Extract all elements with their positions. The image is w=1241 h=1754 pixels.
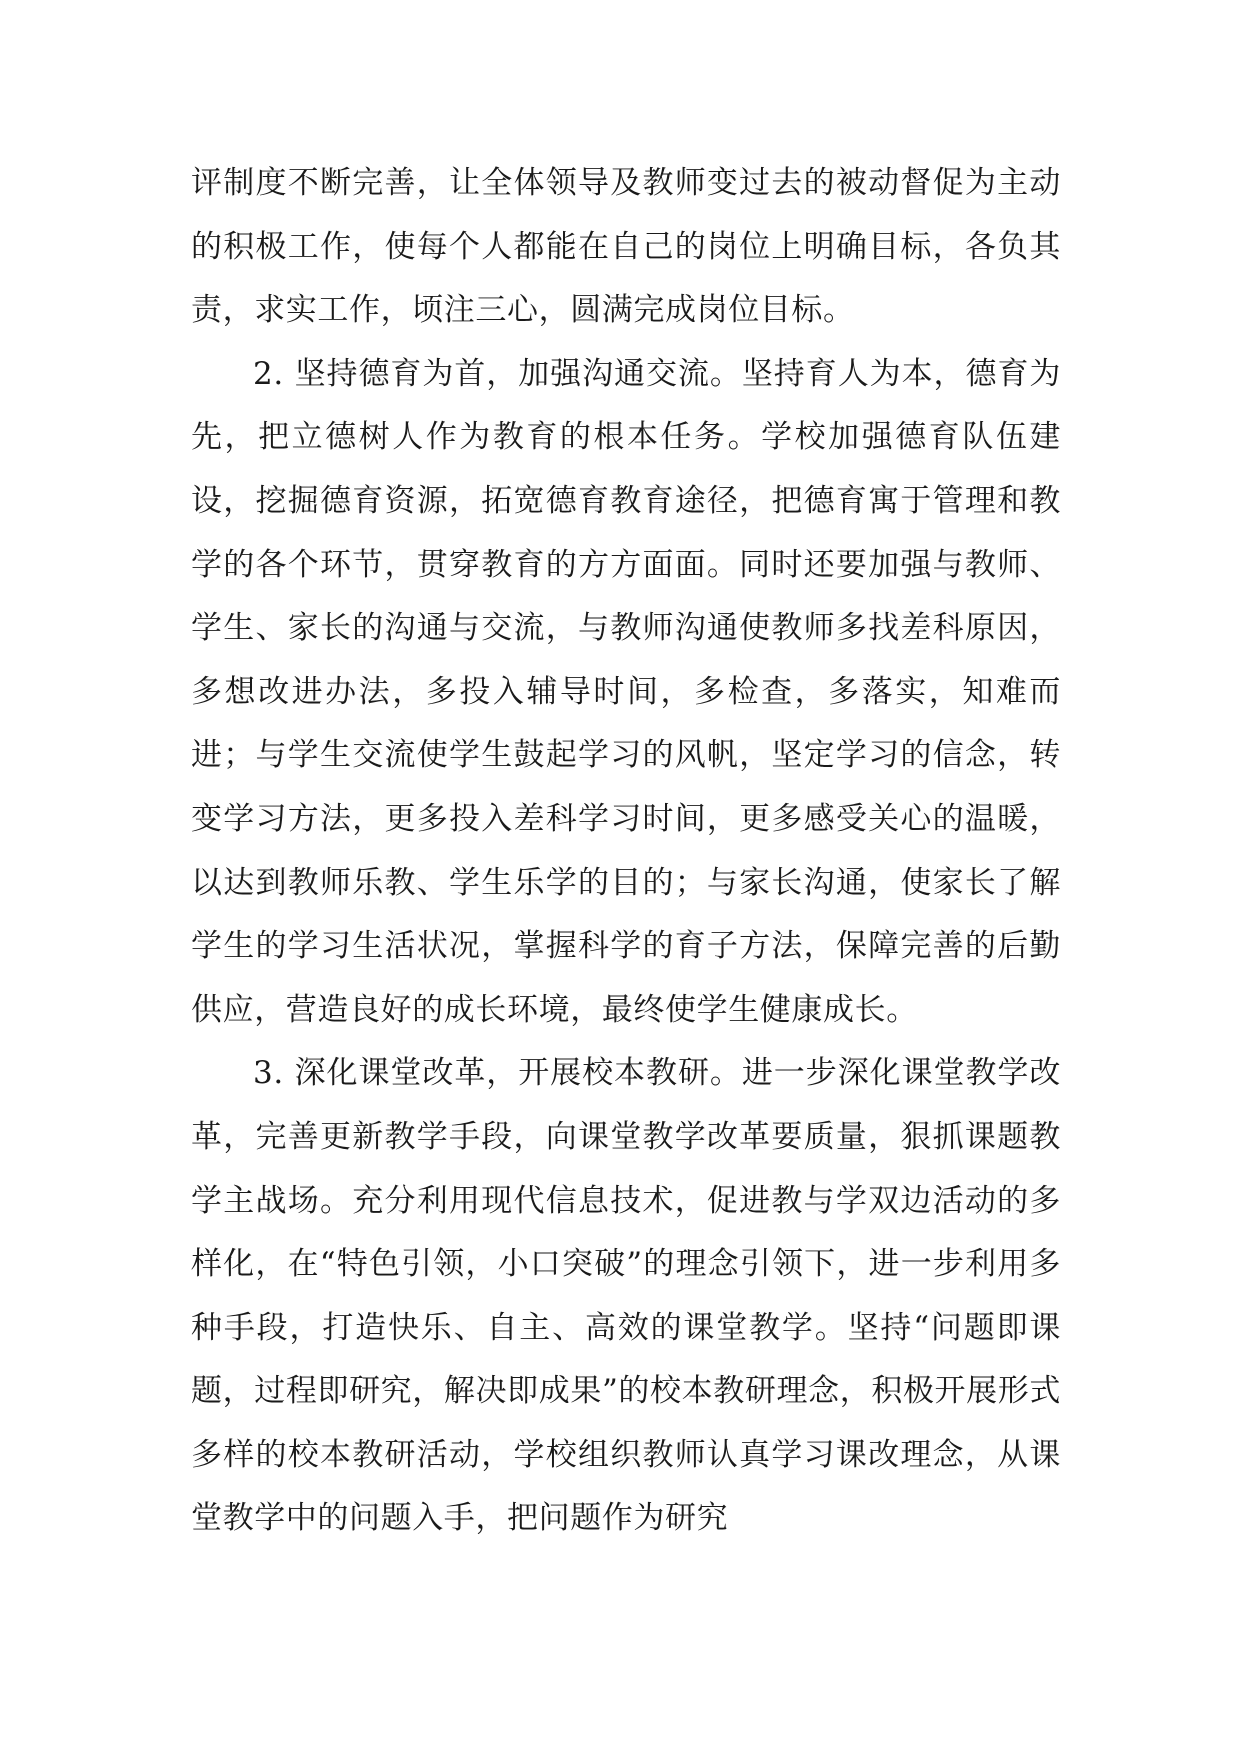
paragraph-classroom-reform: 3. 深化课堂改革，开展校本教研。进一步深化课堂教学改革，完善更新教学手段，向课堂教学改革要质量，狠抓课题教学主战场。充分利用现代信息技术，促进教与学双边活动的多样化，在“特色引领，小口突破”的理念引领下，进一步利用多种手段，打造快乐、自主、高效的课堂教学。坚持“问题即课题，过程即研究，解决即成果”的校本教研理念，积极开展形式多样的校本教研活动，学校组织教师认真学习课改理念，从课堂教学中的问题入手，把问题作为研究 <box>191 1055 1061 1537</box>
paragraph-moral-education: 2. 坚持德育为首，加强沟通交流。坚持育人为本，德育为先，把立德树人作为教育的根本任务。学校加强德育队伍建设，挖掘德育资源，拓宽德育教育途径，把德育寓于管理和教学的各个环节，贯穿教育的方方面面。同时还要加强与教师、学生、家长的沟通与交流，与教师沟通使教师多找差科原因，多想改进办法，多投入辅导时间，多检查，多落实，知难而进；与学生交流使学生鼓起学习的风帆，坚定学习的信念，转变学习方法，更多投入差科学习时间，更多感受关心的温暖，以达到教师乐教、学生乐学的目的；与家长沟通，使家长了解学生的学习生活状况，掌握科学的育子方法，保障完善的后勤供应，营造良好的成长环境，最终使学生健康成长。 <box>191 355 1061 1028</box>
document-body <box>191 152 1061 1551</box>
paragraph-continued: 评制度不断完善，让全体领导及教师变过去的被动督促为主动的积极工作，使每个人都能在自己的岗位上明确目标，各负其责，求实工作，顷注三心，圆满完成岗位目标。 <box>191 165 1061 329</box>
